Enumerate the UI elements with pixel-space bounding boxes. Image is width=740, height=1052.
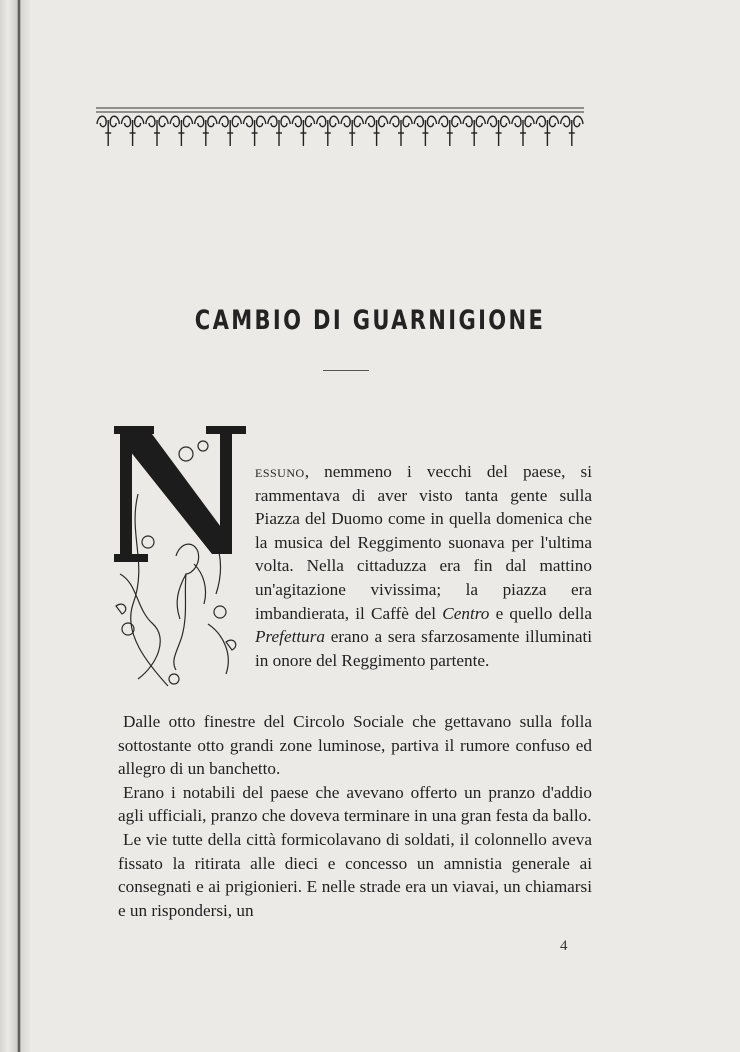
book-binding-edge xyxy=(0,0,30,1052)
italic-centro: Centro xyxy=(442,603,490,623)
chapter-title: CAMBIO DI GUARNIGIONE xyxy=(194,305,546,336)
first-paragraph-end: erano a sera sfarzosamente illuminati in onore del Reggimento partente. xyxy=(255,627,592,670)
page-number: 4 xyxy=(560,938,568,954)
lead-word: essuno xyxy=(255,462,305,481)
italic-prefettura: Prefettura xyxy=(255,627,326,647)
paragraph: Dalle otto finestre del Circolo Sociale che gettavano sulla folla sottostante otto grandi zone luminose, partiva il rumore confuso ed allegro di un banchetto. xyxy=(118,712,592,779)
paragraph: Erano i notabili del paese che avevano offerto un pranzo d'addio agli ufficiali, pranzo che doveva terminare in una gran festa da ballo. xyxy=(118,782,592,826)
title-divider xyxy=(323,370,369,371)
first-paragraph-mid: e quello della xyxy=(489,603,592,623)
first-paragraph xyxy=(255,460,592,672)
paragraph: Le vie tutte della città formicolavano di soldati, il colonnello aveva fissato la ritirata alle dieci e concesso un amnistia generale ai consegnati e ai prigionieri. E nelle strade era un viavai, un chiamarsi e un rispondersi, un xyxy=(118,829,592,920)
body-text xyxy=(118,710,592,922)
decorative-header-ornament xyxy=(96,106,584,152)
first-paragraph-text: , nemmeno i vecchi del paese, si rammentava di aver visto tanta gente sulla Piazza del Duomo come in quella domenica che la musica del Reggimento suonava per l'ultima volta. Nella cittaduzza era fin dal mattino un'agitazione vivissima; la piazza era imbandierata, il Caffè del xyxy=(255,462,592,623)
illuminated-drop-cap xyxy=(108,424,248,696)
